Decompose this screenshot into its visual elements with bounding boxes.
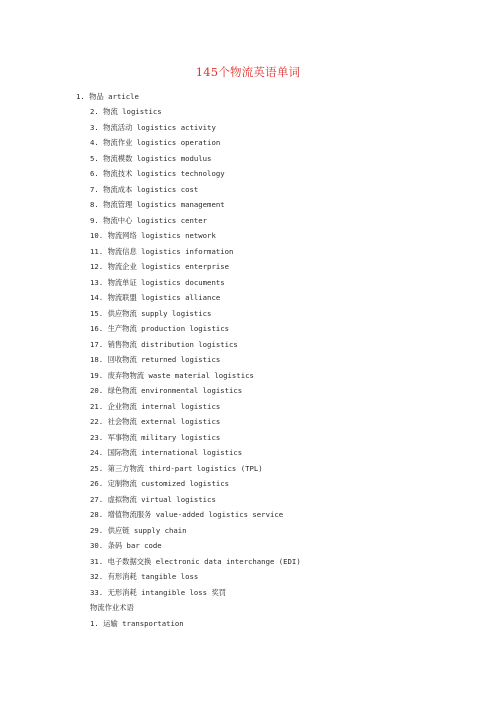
term-line: 10. 物流网络 logistics network <box>90 231 216 240</box>
term-line: 5. 物流模数 logistics modulus <box>90 154 212 163</box>
term-line: 13. 物流单证 logistics documents <box>90 278 225 287</box>
section-heading: 物流作业术语 <box>90 603 134 612</box>
term-line: 7. 物流成本 logistics cost <box>90 185 199 194</box>
term-line: 26. 定制物流 customized logistics <box>90 479 230 488</box>
term-line: 22. 社会物流 external logistics <box>90 417 221 426</box>
term-line: 2. 物流 logistics <box>90 107 162 116</box>
term-line: 1. 运输 transportation <box>90 619 184 628</box>
term-line: 20. 绿色物流 environmental logistics <box>90 386 243 395</box>
term-line: 23. 军事物流 military logistics <box>90 433 221 442</box>
term-line: 11. 物流信息 logistics information <box>90 247 234 256</box>
term-line: 32. 有形消耗 tangible loss <box>90 572 199 581</box>
term-line: 33. 无形消耗 intangible loss 奖罚 <box>90 588 227 597</box>
term-line: 27. 虚拟物流 virtual logistics <box>90 495 216 504</box>
term-line: 3. 物流活动 logistics activity <box>90 123 216 132</box>
term-line: 31. 电子数据交换 electronic data interchange (EDI) <box>90 557 301 566</box>
term-line: 17. 销售物流 distribution logistics <box>90 340 238 349</box>
term-line: 6. 物流技术 logistics technology <box>90 169 225 178</box>
term-line: 9. 物流中心 logistics center <box>90 216 208 225</box>
term-line: 19. 废弃物物流 waste material logistics <box>90 371 254 380</box>
term-line: 8. 物流管理 logistics management <box>90 200 225 209</box>
term-line: 24. 国际物流 international logistics <box>90 448 243 457</box>
term-line: 18. 回收物流 returned logistics <box>90 355 221 364</box>
term-line: 30. 条码 bar code <box>90 541 162 550</box>
term-line: 1. 物品 article <box>76 92 139 101</box>
term-line: 25. 第三方物流 third-part logistics (TPL) <box>90 464 263 473</box>
term-line: 29. 供应链 supply chain <box>90 526 187 535</box>
document-title: 145个物流英语单词 <box>195 65 301 79</box>
term-line: 4. 物流作业 logistics operation <box>90 138 221 147</box>
term-line: 21. 企业物流 internal logistics <box>90 402 221 411</box>
term-line: 12. 物流企业 logistics enterprise <box>90 262 230 271</box>
term-line: 16. 生产物流 production logistics <box>90 324 230 333</box>
term-line: 15. 供应物流 supply logistics <box>90 309 212 318</box>
term-line: 14. 物流联盟 logistics alliance <box>90 293 221 302</box>
term-line: 28. 增值物流服务 value-added logistics service <box>90 510 284 519</box>
